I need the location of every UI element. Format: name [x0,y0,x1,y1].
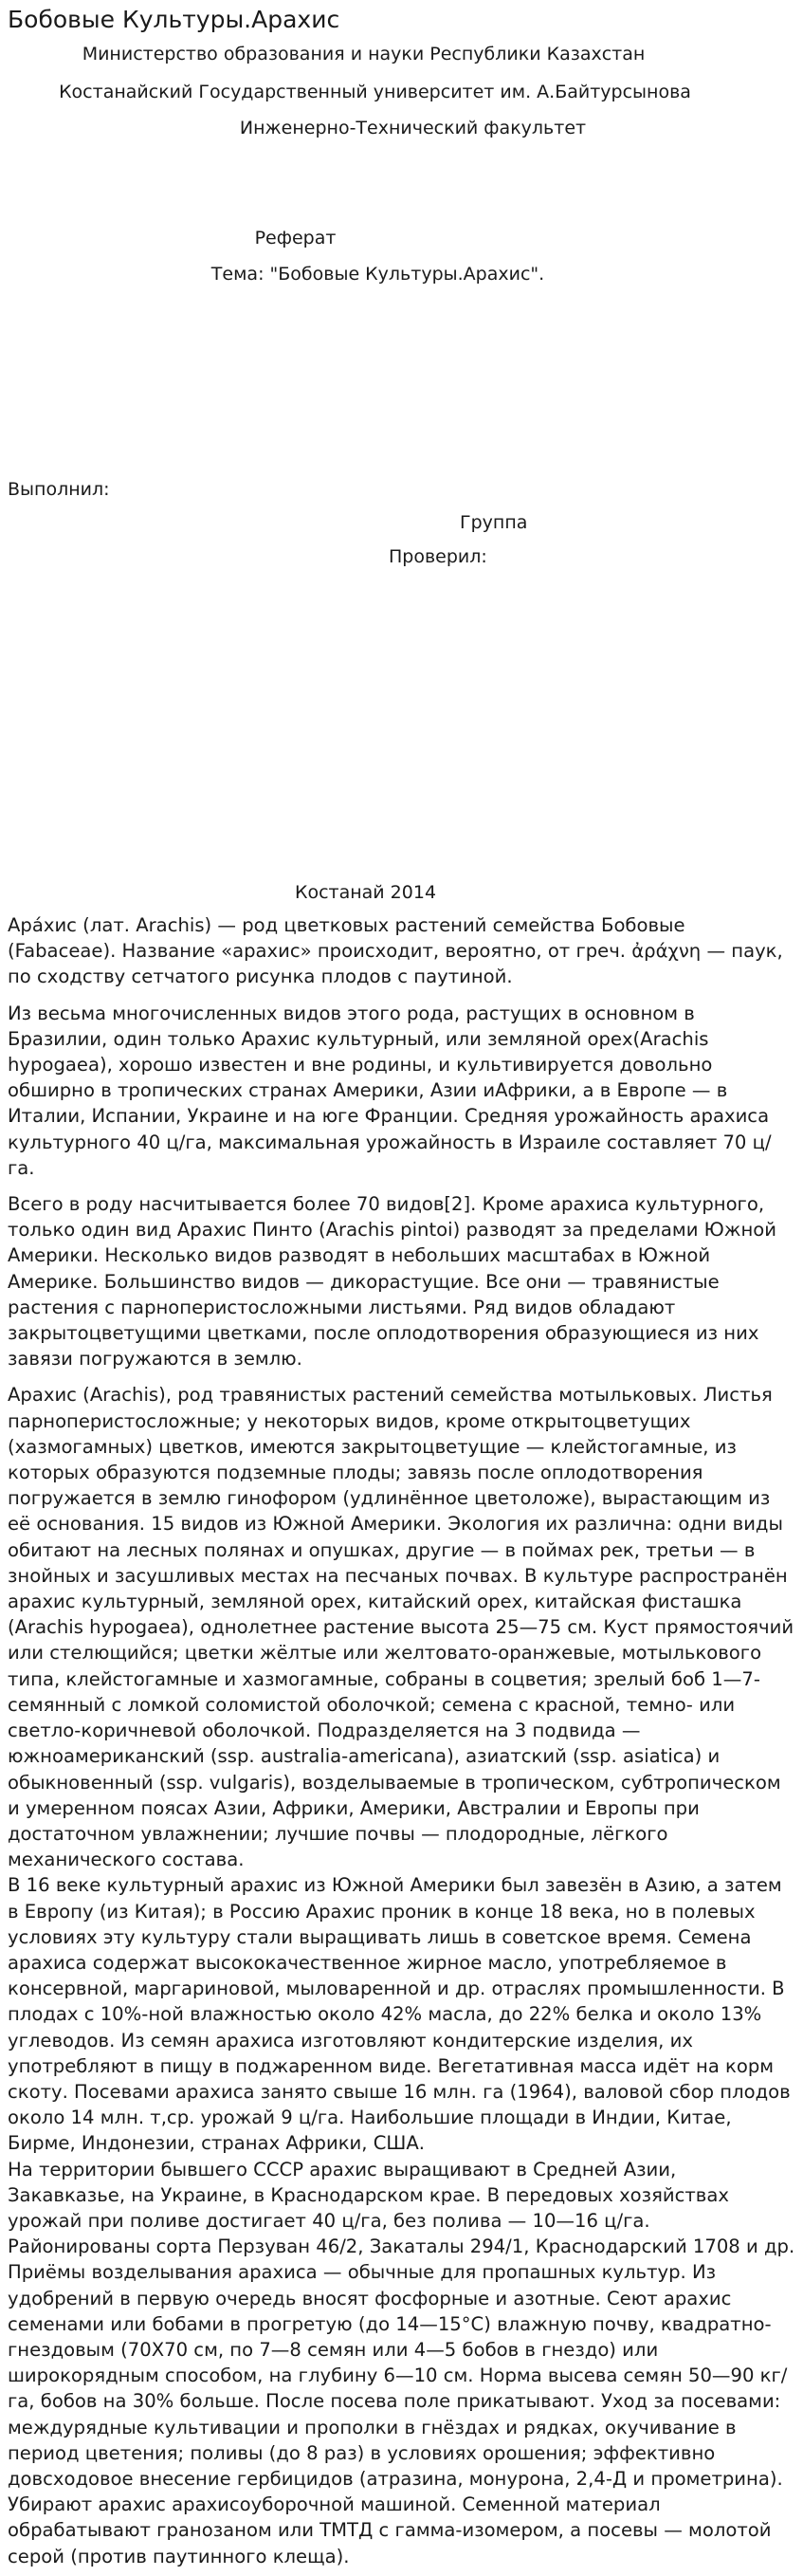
ministry-line: Министерство образования и науки Республики Казахстан [82,44,646,64]
performed-by-label: Выполнил: [8,479,110,500]
document-title: Бобовые Культуры.Арахис [8,6,340,33]
university-line: Костанайский Государственный университет им. А.Байтурсынова [59,82,691,102]
paragraph-distribution: Из весьма многочисленных видов этого рода, растущих в основном в Бразилии, один только Арахис культурный, или земляной орех(Arachis hypogaea), хорошо известен и вне родины, и культивируется довольно обширно в тропических странах Америки, Азии иАфрики, а в Европе — в Италии, Испании, Украине и на юге Франции. Средняя урожайность арахиса культурного 40 ц/га, максимальная урожайность в Израиле составляет 70 ц/га. [8,1002,772,1179]
paragraph-cultivation: На территории бывшего СССР арахис выращивают в Средней Азии, Закавказье, на Украине, в Краснодарском крае. В передовых хозяйствах урожай при поливе достигает 40 ц/га, без полива — 10—16 ц/га. Районированы сорта Перзуван 46/2, Закаталы 294/1, Краснодарский 1708 и др. Приёмы возделывания арахиса — обычные для пропашных культур. Из удобрений в первую очередь вносят фосфорные и азотные. Сеют арахис семенами или бобами в прогретую (до 14—15°C) влажную почву, квадратно-гнездовым (70Х70 см, по 7—8 семян или 4—5 бобов в гнездо) или широкорядным способом, на глубину 6—10 см. Норма высева семян 50—90 кг/га, бобов на 30% больше. После посева поле прикатывают. Уход за посевами: междурядные культивации и прополки в гнёздах и рядках, окучивание в период цветения; поливы (до 8 раз) в условиях орошения; эффективно довсходовое внесение гербицидов (атразина, монурона, 2,4-Д и прометрина). Убирают арахис арахисоуборочной машиной. Семенной материал обрабатывают гранозаном или ТМТД с гамма-изомером, а посевы — молотой серой (против паутинного клеща). [8,2158,795,2567]
paragraph-species: Всего в роду насчитывается более 70 видов[2]. Кроме арахиса культурного, только один вид Арахис Пинто (Arachis pintoi) разводят за пределами Южной Америки. Несколько видов разводят в небольших масштабах в Южной Америке. Большинство видов — дикорастущие. Все они — травянистые растения с парноперистосложными листьями. Ряд видов обладают закрытоцветущими цветками, после оплодотворения образующиеся из них завязи погружаются в землю. [8,1193,776,1371]
paragraph-botany: Арахис (Arachis), род травянистых растений семейства мотыльковых. Листья парноперистосложные; у некоторых видов, кроме открытоцветущих (хазмогамных) цветков, имеются закрытоцветущие — клейстогамные, из которых образуются подземные плоды; завязь после оплодотворения погружается в землю гинофором (удлинённое цветоложе), вырастающим из её основания. 15 видов из Южной Америки. Экология их различна: одни виды обитают на лесных полянах и опушках, другие — в поймах рек, третьи — в знойных и засушливых местах на песчаных почвах. В культуре распространён арахис культурный, земляной орех, китайский орех, китайская фисташка (Arachis hypogaea), однолетнее растение высота 25—75 см. Куст прямостоячий или стелющийся; цветки жёлтые или желтовато-оранжевые, мотылькового типа, клейстогамные и хазмогамные, собраны в соцветия; зрелый боб 1—7-семянный с ломкой соломистой оболочкой; семена с красной, темно- или светло-коричневой оболочкой. Подразделяется на 3 подвида — южноамериканский (ssp. australia-americana), азиатский (ssp. asiatica) и обыкновенный (ssp. vulgaris), возделываемые в тропическом, субтропическом и умеренном поясах Азии, Африки, Америки, Австралии и Европы при достаточном увлажнении; лучшие почвы — плодородные, лёгкого механического состава. [8,1384,794,1871]
paragraph-history: В 16 веке культурный арахис из Южной Америки был завезён в Азию, а затем в Европу (из Китая); в Россию Арахис проник в конце 18 века, но в полевых условиях эту культуру стали выращивать лишь в советское время. Семена арахиса содержат высококачественное жирное масло, употребляемое в консервной, маргариновой, мыловаренной и др. отраслях промышленности. В плодах с 10%-ной влажностью около 42% масла, до 22% белка и около 13% углеводов. Из семян арахиса изготовляют кондитерские изделия, их употребляют в пищу в поджаренном виде. Вегетативная масса идёт на корм скоту. Посевами арахиса занято свыше 16 млн. га (1964), валовой сбор плодов около 14 млн. т,ср. урожай 9 ц/га. Наибольшие площади в Индии, Китае, Бирме, Индонезии, странах Африки, США. [8,1874,791,2155]
faculty-line: Инженерно-Технический факультет [239,118,587,138]
referat-label: Реферат [254,228,337,248]
body-text [8,912,798,2569]
checked-by-label: Проверил: [389,546,487,567]
paragraph-intro: Ара́хис (лат. Arachis) — род цветковых растений семейства Бобовые (Fabaceae). Название «арахис» происходит, вероятно, от греч. ἀράχνη — паук, по сходству сетчатого рисунка плодов с паутиной. [8,914,783,988]
group-label: Группа [460,512,528,533]
topic-line: Тема: "Бобовые Культуры.Арахис". [210,264,545,285]
city-year-line: Костанай 2014 [294,882,437,903]
